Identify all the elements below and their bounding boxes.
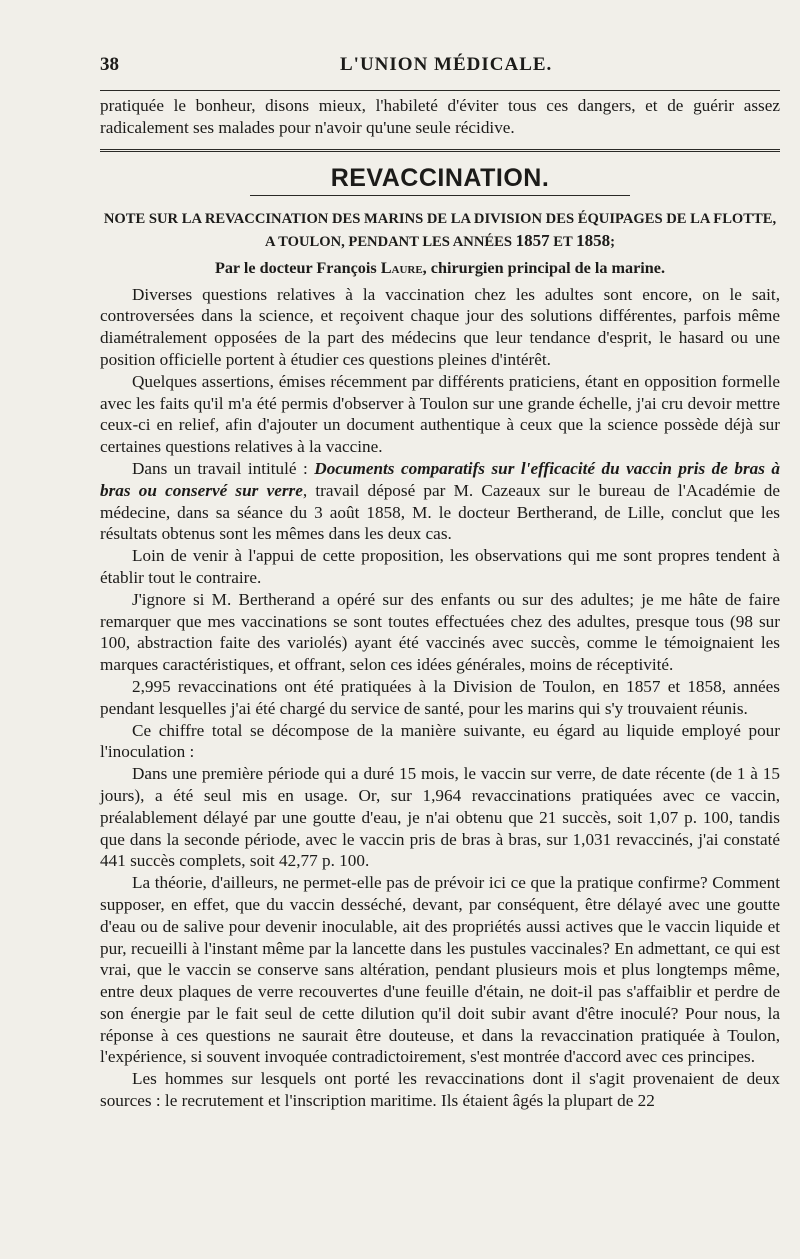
paragraph-8: Dans une première période qui a duré 15 mois, le vaccin sur verre, de date récente (de 1 à 15 jours), a été seul mis en usage. Or, sur 1,964 revaccinations pratiquées avec ce vaccin, préalablement délayé par une goutte d'eau, je n'ai obtenu que 21 succès, soit 1,07 p. 100, tandis que dans la seconde période, avec le vaccin pris de bras à bras, sur 1,031 revaccinés, j'ai constaté 441 succès complets, soit 42,77 p. 100. — [100, 764, 780, 871]
running-title: L'UNION MÉDICALE. — [340, 54, 553, 75]
paragraph-7: Ce chiffre total se décompose de la manière suivante, eu égard au liquide employé pour l'inoculation : — [100, 720, 780, 762]
paragraph-3-rest: , travail déposé par M. Cazeaux sur le bureau de l'Académie de médecine, dans sa séance du 3 août 1858, M. le docteur Bertherand, de Lille, conclut que les résultats obtenus sont les mêmes dans les deux cas. — [100, 480, 780, 544]
note-line2-part-b: ET — [549, 233, 577, 250]
cited-work-title: Documents comparatifs sur l'efficacité du vaccin pris de bras à bras ou conservé sur verre — [100, 458, 780, 500]
paragraph-2: Quelques assertions, émises récemment par différents praticiens, étant en opposition formelle avec les faits qu'il m'a été permis d'observer à Toulon sur une grande échelle, j'ai cru devoir mettre ceux-ci en relief, afin d'ajouter un document authentique à ceux que la science possède déjà sur certaines questions relatives à la vaccine. — [100, 371, 780, 457]
paragraph-9: La théorie, d'ailleurs, ne permet-elle pas de prévoir ici ce que la pratique confirme? Comment supposer, en effet, que du vaccin desséché, devant, par conséquent, être délayé avec une goutte d'eau ou de salive pour devenir inoculable, ait des propriétés aussi actives que le vaccin liquide et pur, recueilli à l'instant même par la lancette dans les pustules vaccinales? En admettant, ce qui est vrai, que le vaccin se conserve sans altération, pendant plusieurs mois et plus longtemps même, entre deux plaques de verre recouvertes d'une feuille d'étain, ne doit-il pas s'affaiblir et perdre de son énergie par le fait seul de cette dilution qu'il doit subir avant d'être inoculé? Pour nous, la réponse à ces questions ne saurait être douteuse, et dans la revaccination pratiquée à Toulon, l'expérience, si souvent invoquée contradictoirement, s'est montrée d'accord avec ces principes. — [100, 873, 780, 1067]
page — [100, 48, 780, 1112]
note-year-1: 1857 — [515, 230, 550, 250]
paragraph-1: Diverses questions relatives à la vaccination chez les adultes sont encore, on le sait, controversées dans la science, et reçoivent chaque jour des solutions différentes, parfois même diamétralement opposées de la part des médecins que leur tendance d'esprit, le hasard ou une position officielle portent à étudier ces questions pleines d'intérêt. — [100, 284, 780, 369]
note-line2-part-c: ; — [610, 233, 615, 250]
author-line — [100, 259, 780, 278]
article-body — [100, 284, 780, 1112]
paragraph-3-intro: Dans un travail intitulé : — [132, 458, 315, 478]
author-prefix: Par le docteur François — [214, 258, 381, 277]
section-title: REVACCINATION. — [330, 163, 550, 192]
author-name: Laure — [380, 258, 423, 277]
author-suffix: , chirurgien principal de la marine. — [422, 258, 666, 277]
paragraph-10: Les hommes sur lesquels ont porté les revaccinations dont il s'agit provenaient de deux sources : le recrutement et l'inscription maritime. Ils étaient âgés la plupart de 22 — [100, 1069, 780, 1111]
note-year-2: 1858 — [576, 230, 611, 250]
note-heading-line1: NOTE SUR LA REVACCINATION DES MARINS DE LA DIVISION DES ÉQUIPAGES DE LA FLOTTE, — [103, 210, 777, 227]
paragraph-6: 2,995 revaccinations ont été pratiquées à la Division de Toulon, en 1857 et 1858, années pendant lesquelles j'ai été chargé du service de santé, pour les marins qui s'y trouvaient réunis. — [100, 676, 780, 718]
title-underline — [250, 195, 630, 196]
note-heading — [100, 208, 780, 253]
section-divider — [100, 149, 780, 152]
paragraph-3 — [100, 458, 780, 545]
note-heading-line2 — [100, 230, 780, 253]
lead-paragraph: pratiquée le bonheur, disons mieux, l'habileté d'éviter tous ces dangers, et de guérir assez radicalement ses malades pour n'avoir qu'une seule récidive. — [100, 96, 780, 137]
paragraph-5: J'ignore si M. Bertherand a opéré sur des enfants ou sur des adultes; je me hâte de faire remarquer que mes vaccinations se sont toutes effectuées chez des adultes, presque tous (98 sur 100, abstraction faite des variolés) ayant été vaccinés avec succès, comme le témoignaient les marques caractéristiques, et offrant, selon ces idées générales, moins de réceptivité. — [100, 589, 780, 675]
note-line2-part-a: A TOULON, PENDANT LES ANNÉES — [265, 233, 516, 250]
header-rule — [100, 90, 780, 91]
paragraph-4: Loin de venir à l'appui de cette proposition, les observations qui me sont propres tendent à établir tout le contraire. — [100, 546, 780, 587]
page-number: 38 — [100, 54, 119, 75]
page-header — [100, 48, 780, 78]
